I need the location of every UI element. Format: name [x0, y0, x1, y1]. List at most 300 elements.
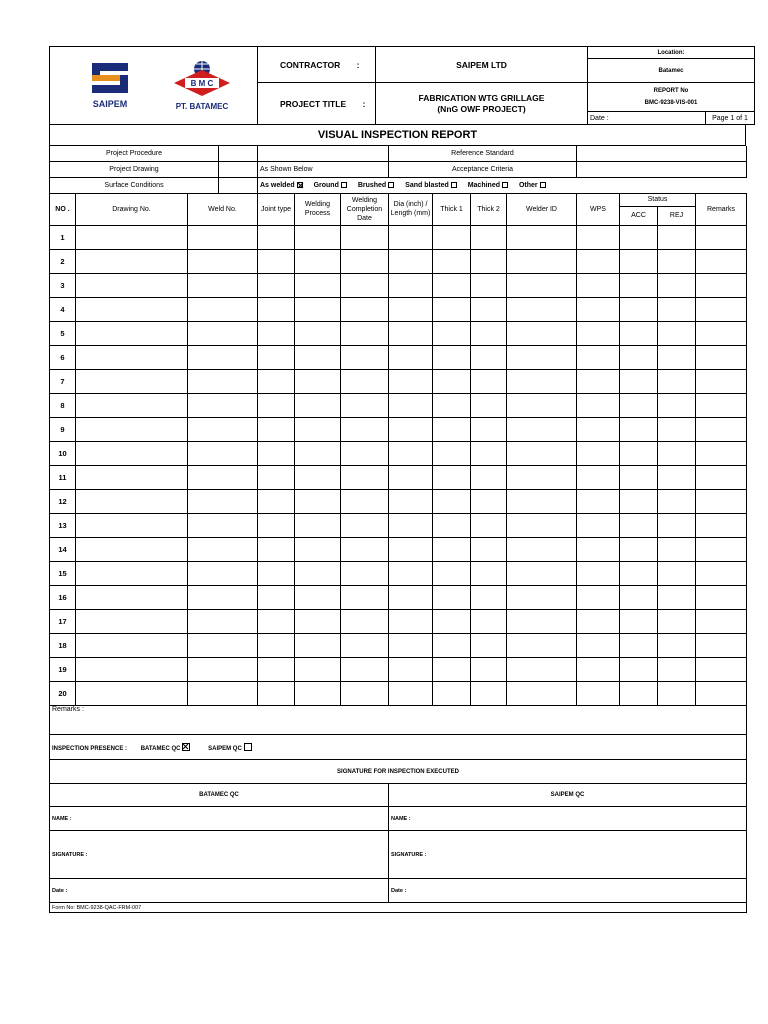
table-cell[interactable] — [696, 513, 747, 537]
table-cell[interactable] — [471, 657, 507, 681]
table-cell[interactable] — [295, 297, 341, 321]
table-cell[interactable] — [433, 465, 471, 489]
table-cell[interactable] — [258, 297, 295, 321]
table-cell[interactable] — [76, 609, 188, 633]
table-cell[interactable] — [507, 681, 577, 705]
table-cell[interactable] — [696, 489, 747, 513]
table-cell[interactable] — [696, 633, 747, 657]
table-cell[interactable] — [696, 249, 747, 273]
table-cell[interactable] — [507, 489, 577, 513]
table-cell[interactable] — [341, 225, 389, 249]
table-cell[interactable] — [620, 249, 658, 273]
table-cell[interactable] — [577, 513, 620, 537]
table-cell[interactable] — [696, 345, 747, 369]
table-cell[interactable] — [389, 681, 433, 705]
table-cell[interactable] — [577, 585, 620, 609]
table-cell[interactable] — [389, 609, 433, 633]
table-cell[interactable] — [433, 393, 471, 417]
table-cell[interactable] — [433, 297, 471, 321]
table-cell[interactable] — [658, 681, 696, 705]
table-cell[interactable] — [76, 537, 188, 561]
table-cell[interactable] — [295, 225, 341, 249]
table-cell[interactable] — [696, 537, 747, 561]
table-cell[interactable] — [507, 585, 577, 609]
table-cell[interactable] — [76, 321, 188, 345]
table-cell[interactable] — [577, 609, 620, 633]
table-cell[interactable] — [620, 345, 658, 369]
form-number: Form No: BMC-9238-QAC-FRM-007 — [50, 903, 747, 913]
table-cell[interactable] — [258, 585, 295, 609]
table-cell[interactable] — [507, 465, 577, 489]
table-cell[interactable] — [389, 297, 433, 321]
table-cell[interactable] — [433, 369, 471, 393]
table-cell[interactable] — [258, 249, 295, 273]
table-cell[interactable] — [620, 417, 658, 441]
table-cell[interactable] — [696, 273, 747, 297]
table-cell[interactable] — [258, 513, 295, 537]
table-cell[interactable] — [620, 537, 658, 561]
table-cell[interactable] — [577, 369, 620, 393]
table-cell[interactable] — [507, 369, 577, 393]
table-row — [50, 345, 747, 369]
table-cell[interactable] — [389, 657, 433, 681]
table-cell[interactable] — [620, 441, 658, 465]
table-cell[interactable] — [620, 585, 658, 609]
reference-standard-label: Reference Standard — [389, 146, 577, 162]
table-cell[interactable] — [577, 489, 620, 513]
option-sand-blasted[interactable]: Sand blasted — [405, 182, 457, 189]
table-cell[interactable] — [696, 417, 747, 441]
checkbox-icon[interactable] — [341, 182, 347, 188]
table-cell[interactable] — [577, 465, 620, 489]
table-cell[interactable] — [295, 369, 341, 393]
table-cell[interactable] — [76, 369, 188, 393]
table-cell[interactable] — [433, 633, 471, 657]
table-cell[interactable] — [433, 585, 471, 609]
table-cell[interactable] — [258, 417, 295, 441]
table-cell[interactable] — [696, 369, 747, 393]
table-cell[interactable] — [188, 417, 258, 441]
table-cell[interactable] — [188, 489, 258, 513]
table-cell[interactable] — [258, 537, 295, 561]
checkbox-icon[interactable] — [388, 182, 394, 188]
table-cell[interactable] — [577, 321, 620, 345]
table-cell[interactable] — [389, 249, 433, 273]
table-cell[interactable] — [507, 513, 577, 537]
table-cell[interactable] — [295, 441, 341, 465]
saipem-qc-option[interactable]: SAIPEM QC — [208, 746, 252, 752]
table-cell[interactable] — [696, 657, 747, 681]
table-cell[interactable] — [620, 297, 658, 321]
table-cell[interactable] — [188, 321, 258, 345]
table-cell[interactable] — [188, 585, 258, 609]
option-brushed[interactable]: Brushed — [358, 182, 394, 189]
table-cell[interactable] — [620, 657, 658, 681]
table-cell[interactable] — [76, 513, 188, 537]
table-cell[interactable] — [341, 345, 389, 369]
table-cell[interactable] — [658, 489, 696, 513]
table-cell[interactable] — [389, 489, 433, 513]
table-cell[interactable] — [341, 633, 389, 657]
table-cell[interactable] — [258, 345, 295, 369]
table-cell[interactable] — [389, 225, 433, 249]
table-cell[interactable] — [188, 345, 258, 369]
option-machined[interactable]: Machined — [468, 182, 508, 189]
saipem-date-field[interactable]: Date : — [389, 879, 747, 903]
table-cell[interactable] — [389, 417, 433, 441]
table-cell[interactable] — [658, 321, 696, 345]
project-drawing-value[interactable] — [219, 162, 258, 178]
table-cell[interactable] — [295, 537, 341, 561]
table-cell[interactable] — [658, 393, 696, 417]
table-cell[interactable] — [188, 465, 258, 489]
table-cell[interactable] — [341, 465, 389, 489]
table-cell[interactable] — [295, 681, 341, 705]
table-cell[interactable] — [258, 465, 295, 489]
table-cell[interactable] — [658, 513, 696, 537]
table-cell[interactable] — [76, 225, 188, 249]
table-cell[interactable] — [188, 441, 258, 465]
table-cell[interactable] — [295, 489, 341, 513]
table-cell[interactable] — [620, 561, 658, 585]
table-cell[interactable] — [258, 393, 295, 417]
table-cell[interactable] — [696, 561, 747, 585]
table-cell[interactable] — [188, 369, 258, 393]
table-cell[interactable] — [76, 681, 188, 705]
table-cell[interactable] — [188, 609, 258, 633]
table-cell[interactable] — [577, 561, 620, 585]
table-cell[interactable] — [295, 249, 341, 273]
table-cell[interactable] — [295, 657, 341, 681]
table-cell[interactable] — [76, 249, 188, 273]
table-cell[interactable] — [76, 585, 188, 609]
table-cell[interactable] — [658, 417, 696, 441]
table-cell[interactable] — [341, 537, 389, 561]
table-cell[interactable] — [188, 297, 258, 321]
table-cell[interactable] — [341, 393, 389, 417]
batamec-signature-field[interactable]: SIGNATURE : — [50, 831, 389, 879]
table-cell[interactable] — [341, 441, 389, 465]
table-cell[interactable] — [471, 417, 507, 441]
table-cell[interactable] — [295, 393, 341, 417]
checkbox-icon[interactable] — [451, 182, 457, 188]
table-cell[interactable] — [341, 513, 389, 537]
table-cell[interactable] — [389, 513, 433, 537]
table-cell[interactable] — [76, 393, 188, 417]
table-cell[interactable] — [433, 657, 471, 681]
table-cell[interactable] — [577, 537, 620, 561]
table-cell[interactable] — [76, 489, 188, 513]
table-cell[interactable] — [577, 681, 620, 705]
table-cell[interactable] — [258, 321, 295, 345]
table-cell[interactable] — [507, 561, 577, 585]
table-cell[interactable] — [471, 465, 507, 489]
table-cell[interactable] — [620, 681, 658, 705]
batamec-date-field[interactable]: Date : — [50, 879, 389, 903]
reference-standard-value[interactable] — [577, 146, 747, 162]
project-title-value — [376, 83, 588, 125]
table-cell[interactable] — [341, 273, 389, 297]
table-cell[interactable] — [658, 297, 696, 321]
table-cell[interactable] — [471, 369, 507, 393]
table-cell[interactable] — [658, 585, 696, 609]
table-cell[interactable] — [433, 345, 471, 369]
table-cell[interactable] — [433, 273, 471, 297]
table-cell[interactable] — [620, 513, 658, 537]
table-cell[interactable] — [620, 369, 658, 393]
table-cell[interactable] — [696, 609, 747, 633]
table-cell[interactable] — [76, 273, 188, 297]
table-cell[interactable] — [658, 609, 696, 633]
table-cell[interactable] — [433, 513, 471, 537]
table-cell[interactable] — [471, 537, 507, 561]
table-cell[interactable] — [295, 609, 341, 633]
inspection-presence-row — [50, 735, 747, 760]
row-number: 4 — [50, 297, 76, 321]
table-row — [50, 657, 747, 681]
table-cell[interactable] — [620, 489, 658, 513]
table-cell[interactable] — [258, 489, 295, 513]
table-cell[interactable] — [76, 633, 188, 657]
table-cell[interactable] — [471, 249, 507, 273]
table-cell[interactable] — [507, 633, 577, 657]
table-cell[interactable] — [341, 489, 389, 513]
table-cell[interactable] — [188, 249, 258, 273]
table-cell[interactable] — [471, 345, 507, 369]
table-cell[interactable] — [433, 321, 471, 345]
table-cell[interactable] — [658, 345, 696, 369]
checkbox-icon[interactable] — [540, 182, 546, 188]
table-cell[interactable] — [389, 633, 433, 657]
table-cell[interactable] — [188, 537, 258, 561]
table-cell[interactable] — [76, 657, 188, 681]
table-cell[interactable] — [658, 657, 696, 681]
table-cell[interactable] — [188, 393, 258, 417]
date-field[interactable]: Date : — [588, 112, 706, 125]
table-cell[interactable] — [258, 273, 295, 297]
table-cell[interactable] — [389, 585, 433, 609]
table-cell[interactable] — [620, 225, 658, 249]
table-cell[interactable] — [507, 249, 577, 273]
table-cell[interactable] — [76, 465, 188, 489]
option-as-welded[interactable]: As welded — [260, 182, 303, 189]
table-cell[interactable] — [696, 297, 747, 321]
table-cell[interactable] — [577, 273, 620, 297]
table-cell[interactable] — [258, 681, 295, 705]
option-other[interactable]: Other — [519, 182, 546, 189]
table-cell[interactable] — [258, 657, 295, 681]
table-cell[interactable] — [341, 417, 389, 441]
table-cell[interactable] — [76, 441, 188, 465]
table-cell[interactable] — [295, 345, 341, 369]
table-cell[interactable] — [258, 633, 295, 657]
table-cell[interactable] — [577, 441, 620, 465]
table-cell[interactable] — [507, 321, 577, 345]
option-ground[interactable]: Ground — [314, 182, 347, 189]
acceptance-criteria-value[interactable] — [577, 162, 747, 178]
table-cell[interactable] — [76, 417, 188, 441]
table-cell[interactable] — [507, 393, 577, 417]
footer-table — [49, 706, 747, 914]
table-cell[interactable] — [76, 297, 188, 321]
table-cell[interactable] — [341, 297, 389, 321]
table-cell[interactable] — [658, 465, 696, 489]
signature-title: SIGNATURE FOR INSPECTION EXECUTED — [50, 760, 747, 784]
table-cell[interactable] — [258, 609, 295, 633]
col-thick-1: Thick 1 — [433, 194, 471, 225]
table-cell[interactable] — [76, 561, 188, 585]
saipem-name-field[interactable]: NAME : — [389, 807, 747, 831]
table-cell[interactable] — [341, 249, 389, 273]
table-cell[interactable] — [620, 321, 658, 345]
table-cell[interactable] — [188, 633, 258, 657]
table-cell[interactable] — [76, 345, 188, 369]
table-cell[interactable] — [295, 633, 341, 657]
table-cell[interactable] — [471, 297, 507, 321]
table-cell[interactable] — [696, 681, 747, 705]
table-cell[interactable] — [295, 465, 341, 489]
table-cell[interactable] — [507, 537, 577, 561]
table-cell[interactable] — [577, 225, 620, 249]
table-cell[interactable] — [433, 537, 471, 561]
table-cell[interactable] — [658, 633, 696, 657]
table-cell[interactable] — [577, 249, 620, 273]
table-cell[interactable] — [433, 417, 471, 441]
project-procedure-detail[interactable] — [258, 146, 389, 162]
table-cell[interactable] — [577, 345, 620, 369]
table-cell[interactable] — [471, 609, 507, 633]
table-cell[interactable] — [389, 393, 433, 417]
table-cell[interactable] — [471, 441, 507, 465]
table-cell[interactable] — [507, 657, 577, 681]
table-cell[interactable] — [433, 489, 471, 513]
table-cell[interactable] — [507, 609, 577, 633]
checkbox-checked-icon[interactable] — [182, 743, 190, 751]
table-cell[interactable] — [507, 225, 577, 249]
table-cell[interactable] — [433, 441, 471, 465]
table-cell[interactable] — [471, 633, 507, 657]
table-cell[interactable] — [577, 633, 620, 657]
table-cell[interactable] — [433, 681, 471, 705]
table-cell[interactable] — [188, 561, 258, 585]
table-cell[interactable] — [295, 561, 341, 585]
table-cell[interactable] — [188, 513, 258, 537]
batamec-name-field[interactable]: NAME : — [50, 807, 389, 831]
table-cell[interactable] — [389, 369, 433, 393]
table-cell[interactable] — [295, 417, 341, 441]
table-cell[interactable] — [433, 225, 471, 249]
row-number: 10 — [50, 441, 76, 465]
table-cell[interactable] — [341, 681, 389, 705]
table-cell[interactable] — [658, 249, 696, 273]
table-cell[interactable] — [295, 513, 341, 537]
checkbox-icon[interactable] — [502, 182, 508, 188]
table-cell[interactable] — [658, 561, 696, 585]
table-cell[interactable] — [620, 393, 658, 417]
batamec-qc-option[interactable]: BATAMEC QC — [141, 746, 191, 752]
table-cell[interactable] — [507, 417, 577, 441]
table-cell[interactable] — [577, 657, 620, 681]
table-cell[interactable] — [620, 609, 658, 633]
table-cell[interactable] — [188, 273, 258, 297]
table-cell[interactable] — [471, 321, 507, 345]
table-cell[interactable] — [507, 345, 577, 369]
table-cell[interactable] — [658, 441, 696, 465]
table-cell[interactable] — [258, 441, 295, 465]
table-cell[interactable] — [658, 537, 696, 561]
table-cell[interactable] — [341, 369, 389, 393]
table-cell[interactable] — [389, 273, 433, 297]
table-cell[interactable] — [507, 441, 577, 465]
table-cell[interactable] — [471, 561, 507, 585]
table-cell[interactable] — [471, 225, 507, 249]
table-cell[interactable] — [471, 273, 507, 297]
table-cell[interactable] — [341, 321, 389, 345]
table-cell[interactable] — [696, 585, 747, 609]
table-cell[interactable] — [341, 657, 389, 681]
table-cell[interactable] — [658, 225, 696, 249]
table-cell[interactable] — [389, 561, 433, 585]
table-cell[interactable] — [577, 417, 620, 441]
table-cell[interactable] — [696, 465, 747, 489]
table-cell[interactable] — [433, 249, 471, 273]
table-cell[interactable] — [696, 225, 747, 249]
table-cell[interactable] — [471, 513, 507, 537]
table-cell[interactable] — [433, 561, 471, 585]
table-cell[interactable] — [341, 609, 389, 633]
table-cell[interactable] — [188, 681, 258, 705]
table-cell[interactable] — [433, 609, 471, 633]
table-cell[interactable] — [471, 393, 507, 417]
table-cell[interactable] — [507, 297, 577, 321]
checkbox-checked-icon[interactable] — [297, 182, 303, 188]
table-cell[interactable] — [295, 585, 341, 609]
table-cell[interactable] — [471, 681, 507, 705]
project-procedure-value[interactable] — [219, 146, 258, 162]
table-cell[interactable] — [389, 537, 433, 561]
table-cell[interactable] — [620, 273, 658, 297]
table-cell[interactable] — [471, 489, 507, 513]
table-cell[interactable] — [188, 657, 258, 681]
table-cell[interactable] — [389, 465, 433, 489]
table-cell[interactable] — [389, 441, 433, 465]
table-cell[interactable] — [295, 321, 341, 345]
remarks-field[interactable]: Remarks : — [50, 706, 747, 735]
table-cell[interactable] — [577, 297, 620, 321]
table-cell[interactable] — [507, 273, 577, 297]
table-cell[interactable] — [577, 393, 620, 417]
table-cell[interactable] — [389, 321, 433, 345]
saipem-signature-field[interactable]: SIGNATURE : — [389, 831, 747, 879]
table-cell[interactable] — [389, 345, 433, 369]
table-cell[interactable] — [295, 273, 341, 297]
table-cell[interactable] — [341, 585, 389, 609]
table-cell[interactable] — [658, 369, 696, 393]
table-cell[interactable] — [696, 321, 747, 345]
table-cell[interactable] — [258, 369, 295, 393]
table-cell[interactable] — [696, 441, 747, 465]
table-cell[interactable] — [620, 633, 658, 657]
table-cell[interactable] — [258, 561, 295, 585]
checkbox-icon[interactable] — [244, 743, 252, 751]
table-cell[interactable] — [696, 393, 747, 417]
table-cell[interactable] — [258, 225, 295, 249]
table-cell[interactable] — [658, 273, 696, 297]
table-cell[interactable] — [341, 561, 389, 585]
table-cell[interactable] — [471, 585, 507, 609]
table-cell[interactable] — [188, 225, 258, 249]
table-cell[interactable] — [620, 465, 658, 489]
